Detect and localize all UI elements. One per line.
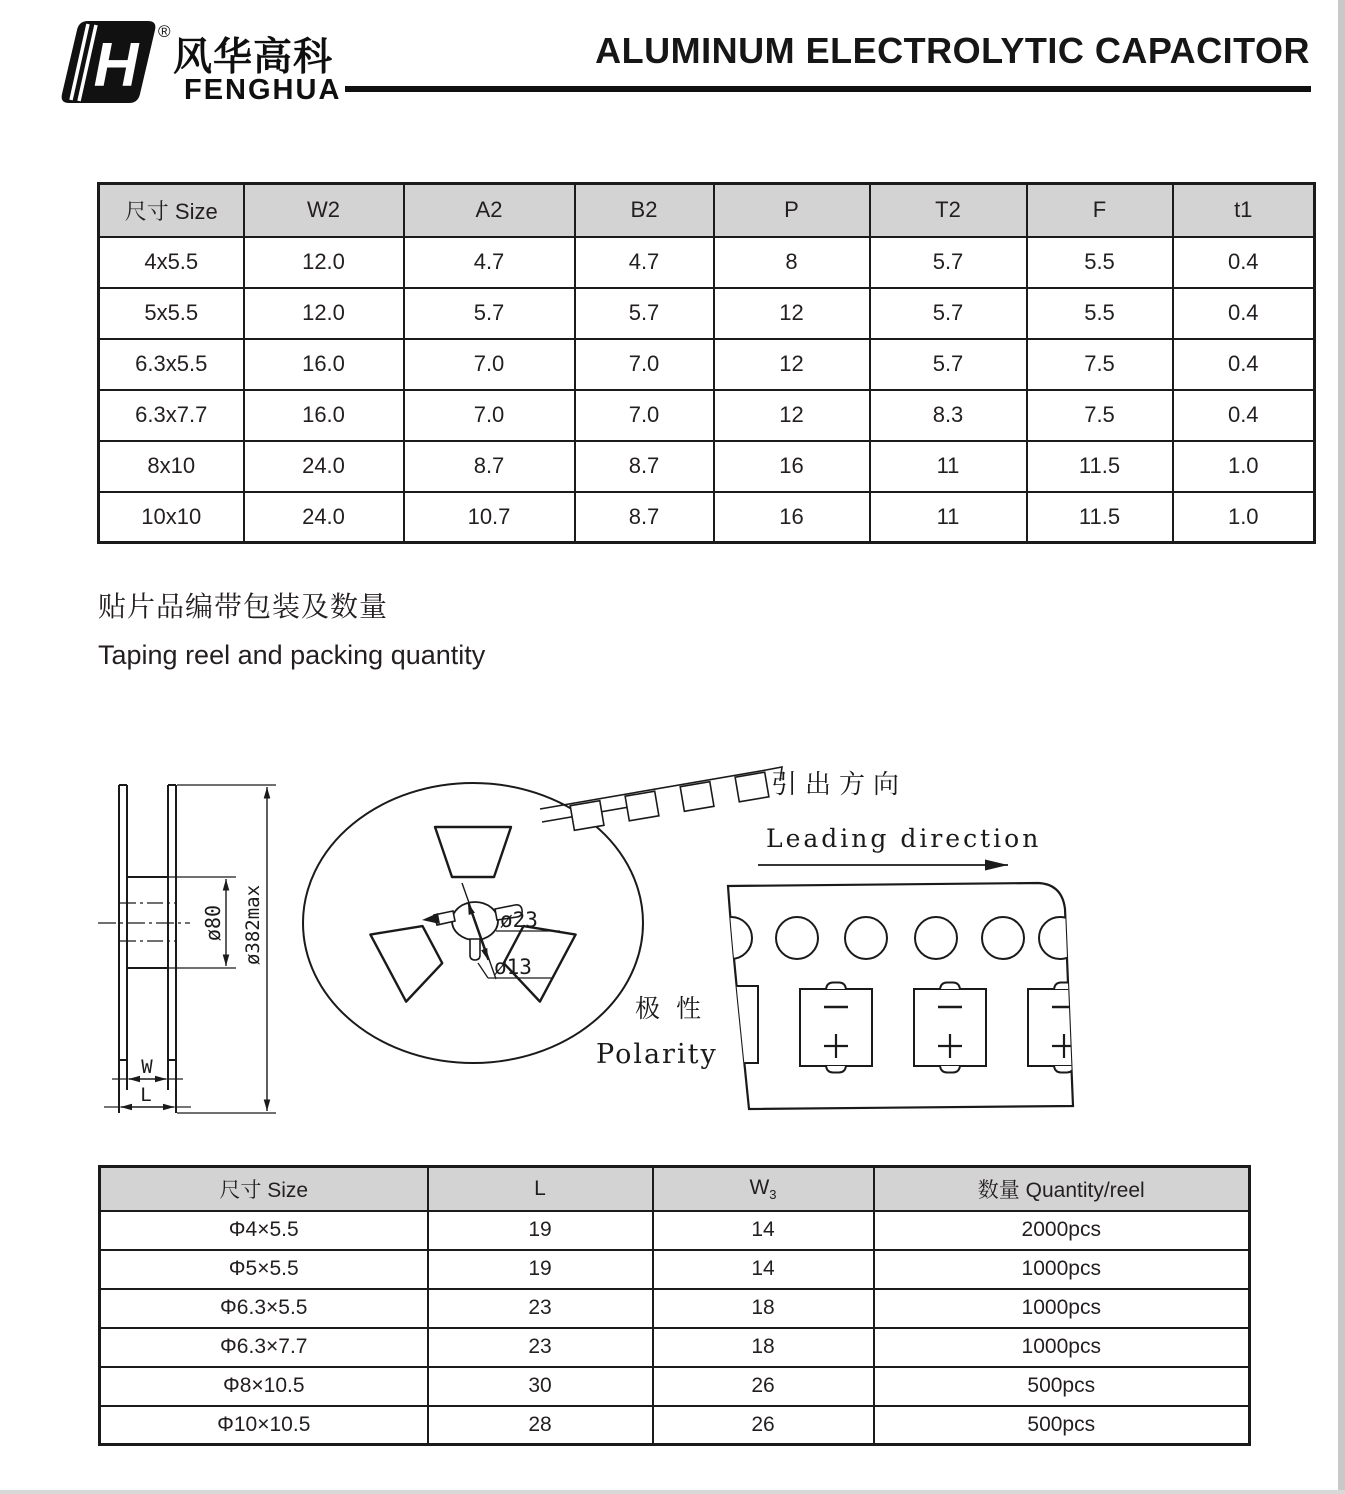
table-cell: 10x10 [99, 492, 244, 543]
table-cell: 8.7 [575, 441, 714, 492]
table-cell: 6.3x7.7 [99, 390, 244, 441]
section-heading-english: Taping reel and packing quantity [98, 640, 486, 670]
table-cell: 16 [714, 441, 870, 492]
column-header: 尺寸 Size [99, 184, 244, 237]
table-row [99, 441, 1315, 492]
column-header: t1 [1173, 184, 1315, 237]
column-header: B2 [575, 184, 714, 237]
fenghua-logo-icon [50, 16, 160, 108]
table-cell: 12.0 [244, 288, 404, 339]
table-cell: 18 [653, 1328, 874, 1367]
table-cell: 12.0 [244, 237, 404, 288]
dimension-table [97, 182, 1316, 544]
leading-direction-label-chinese: 引出方向 [771, 770, 908, 800]
brand-name-chinese: 风华高科 [173, 36, 334, 79]
table-cell: 7.0 [404, 339, 575, 390]
table-cell: 24.0 [244, 441, 404, 492]
table-cell: 7.5 [1027, 339, 1173, 390]
reel-front-view [303, 767, 782, 1070]
table-cell: 12 [714, 390, 870, 441]
carrier-tape-outline [728, 883, 1073, 1109]
table-cell: 5.7 [575, 288, 714, 339]
table-cell: 16.0 [244, 339, 404, 390]
reel-length-label: L [140, 1084, 152, 1106]
table-cell: 11 [870, 441, 1027, 492]
hub-inner-diameter-label: ø13 [494, 955, 532, 979]
table-cell: Φ6.3×7.7 [100, 1328, 428, 1367]
flange-diameter-label: ø382max [242, 884, 264, 966]
table-cell: 23 [428, 1328, 653, 1367]
column-header: W2 [244, 184, 404, 237]
taping-reel-diagram [90, 745, 1260, 1155]
table-cell: Φ6.3×5.5 [100, 1289, 428, 1328]
table-row [100, 1289, 1250, 1328]
table-row [100, 1328, 1250, 1367]
hub-key-tab-bottom [470, 939, 480, 960]
column-header: A2 [404, 184, 575, 237]
column-header: F [1027, 184, 1173, 237]
hub-outer-diameter-label: ø23 [500, 908, 538, 932]
table-cell: 19 [428, 1211, 653, 1250]
table-cell: 6.3x5.5 [99, 339, 244, 390]
table-cell: 14 [653, 1211, 874, 1250]
table-cell: 4.7 [404, 237, 575, 288]
table-cell: 12 [714, 339, 870, 390]
table-cell: 16.0 [244, 390, 404, 441]
reel-width-label: W [141, 1056, 153, 1078]
table-row [100, 1211, 1250, 1250]
tape-detail-view [686, 770, 1100, 1109]
table-cell: 0.4 [1173, 237, 1315, 288]
table-row [99, 390, 1315, 441]
table-row [99, 237, 1315, 288]
table-cell: Φ8×10.5 [100, 1367, 428, 1406]
header-row [99, 184, 1315, 237]
table-cell: 11 [870, 492, 1027, 543]
table-cell: 1000pcs [874, 1289, 1250, 1328]
table-cell: 0.4 [1173, 339, 1315, 390]
table-cell: Φ5×5.5 [100, 1250, 428, 1289]
table-cell: Φ10×10.5 [100, 1406, 428, 1445]
column-header: T2 [870, 184, 1027, 237]
brand-name-english: FENGHUA [184, 74, 342, 106]
table-cell: 18 [653, 1289, 874, 1328]
page-edge-bottom [0, 1490, 1345, 1494]
table-cell: 8.3 [870, 390, 1027, 441]
table-cell: 11.5 [1027, 492, 1173, 543]
logo-monogram: H [93, 31, 139, 100]
header-row [100, 1167, 1250, 1211]
table-cell: 16 [714, 492, 870, 543]
table-cell: 1000pcs [874, 1328, 1250, 1367]
column-header: 数量 Quantity/reel [874, 1167, 1250, 1211]
column-header: L [428, 1167, 653, 1211]
table-cell: 1.0 [1173, 492, 1315, 543]
packing-table [98, 1165, 1251, 1446]
section-heading [98, 585, 485, 671]
table-cell: Φ4×5.5 [100, 1211, 428, 1250]
polarity-label-english: Polarity [596, 1039, 718, 1070]
table-cell: 1.0 [1173, 441, 1315, 492]
table-cell: 5x5.5 [99, 288, 244, 339]
table-row [100, 1250, 1250, 1289]
table-cell: 8.7 [575, 492, 714, 543]
table-cell: 7.0 [575, 339, 714, 390]
table-cell: 5.5 [1027, 288, 1173, 339]
table-cell: 11.5 [1027, 441, 1173, 492]
table-cell: 26 [653, 1406, 874, 1445]
page-edge-right [1338, 0, 1345, 1494]
column-header: 尺寸 Size [100, 1167, 428, 1211]
table-cell: 5.5 [1027, 237, 1173, 288]
table-cell: 1000pcs [874, 1250, 1250, 1289]
table-cell: 500pcs [874, 1367, 1250, 1406]
table-row [99, 288, 1315, 339]
title-divider [345, 86, 1311, 92]
table-cell: 0.4 [1173, 288, 1315, 339]
table-cell: 5.7 [404, 288, 575, 339]
table-cell: 5.7 [870, 288, 1027, 339]
section-heading-chinese: 贴片品编带包装及数量 [98, 591, 389, 622]
table-cell: 5.7 [870, 237, 1027, 288]
table-cell: 2000pcs [874, 1211, 1250, 1250]
table-cell: 500pcs [874, 1406, 1250, 1445]
polarity-label-chinese: 极 性 [635, 994, 705, 1023]
table-cell: 8 [714, 237, 870, 288]
column-header: P [714, 184, 870, 237]
table-cell: 8.7 [404, 441, 575, 492]
table-cell: 19 [428, 1250, 653, 1289]
registered-trademark-icon: ® [158, 22, 171, 41]
table-cell: 23 [428, 1289, 653, 1328]
table-cell: 7.0 [575, 390, 714, 441]
table-row [100, 1367, 1250, 1406]
table-cell: 5.7 [870, 339, 1027, 390]
table-cell: 24.0 [244, 492, 404, 543]
table-cell: 28 [428, 1406, 653, 1445]
table-row [99, 492, 1315, 543]
table-cell: 12 [714, 288, 870, 339]
table-row [100, 1406, 1250, 1445]
table-cell: 0.4 [1173, 390, 1315, 441]
table-cell: 10.7 [404, 492, 575, 543]
table-cell: 4x5.5 [99, 237, 244, 288]
table-cell: 14 [653, 1250, 874, 1289]
tape-strip [540, 767, 782, 830]
table-row [99, 339, 1315, 390]
table-cell: 4.7 [575, 237, 714, 288]
table-cell: 8x10 [99, 441, 244, 492]
table-cell: 7.5 [1027, 390, 1173, 441]
column-header: $W_3$ [653, 1167, 874, 1211]
hub-diameter-label: ø80 [201, 904, 225, 942]
table-cell: 7.0 [404, 390, 575, 441]
table-cell: 26 [653, 1367, 874, 1406]
reel-side-view [98, 785, 276, 1113]
page-title: ALUMINUM ELECTROLYTIC CAPACITOR [595, 30, 1310, 71]
leading-direction-label-english: Leading direction [766, 824, 1042, 853]
table-cell: 30 [428, 1367, 653, 1406]
